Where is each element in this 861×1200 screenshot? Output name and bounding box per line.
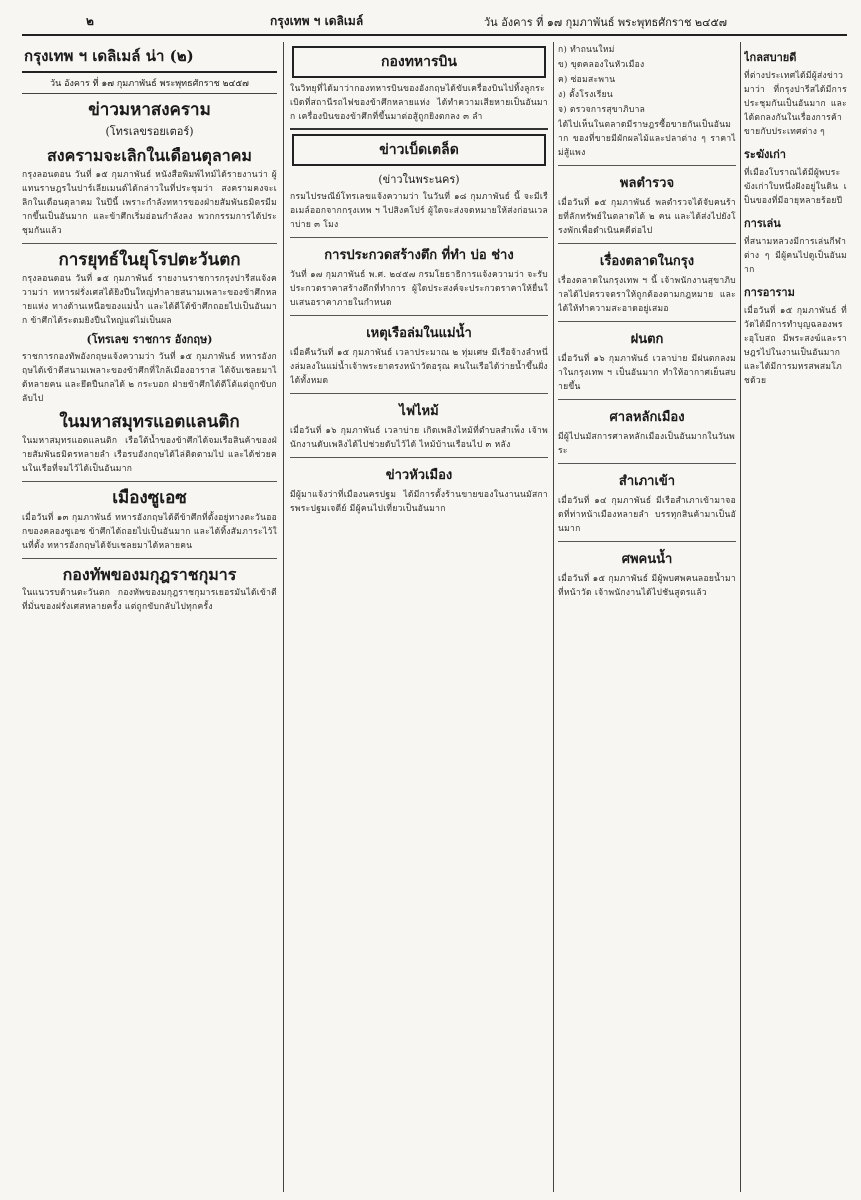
bell-heading: ระฆังเก่า [744,148,786,161]
europe-article: กรุงลอนดอน วันที่ ๑๕ กุมภาพันธ์ รายงานราชการกรุงปารีสแจ้งความว่า ทหารฝรั่งเศสได้ยิงปืนใหญ่ทำลายสนามเพลาะของข้าศึกหลายแห่ง ทางด้านเหนือของแม่น้ำ และได้ตีโต้ข้าศึกถอยไปเป็นอันมาก ข้าศึกได้ระดมยิงปืนใหญ่แต่ไม่เป็นผล [22,273,277,326]
list-item: ก) ทำถนนใหม่ [558,45,615,55]
peace-headline: สงครามจะเลิกในเดือนตุลาคม [47,146,252,166]
army-article: ในแนวรบด้านตะวันตก กองทัพของมกุฎราชกุมารเยอรมันได้เข้าตีที่มั่นของฝรั่งเศสหลายครั้ง แต่ถูกขับกลับไปทุกครั้ง [22,587,277,612]
body-found-heading: ศพคนน้ำ [621,552,673,567]
column-3 [558,42,736,1192]
divider [22,481,277,482]
list-item: ง) ตั้งโรงเรียน [558,90,613,100]
divider [290,457,548,458]
divider [558,165,736,166]
column-rule [283,42,284,1192]
divider [558,243,736,244]
airforce-article: ในวิทยุที่ได้มาว่ากองทหารบินของอังกฤษได้ขับเครื่องบินไปทิ้งลูกระเบิดที่สถานีรถไฟของข้าศึกหลายแห่ง ได้ทำความเสียหายเป็นอันมาก เครื่องบินของข้าศึกที่ขึ้นมาต่อสู้ถูกยิงตกลง ๓ ลำ [290,84,548,122]
war-news-subtitle: (โทรเลขรอยเตอร์) [105,125,194,139]
misc-news-title: ข่าวเบ็ดเตล็ด [292,134,546,166]
english-article: ราชการกองทัพอังกฤษแจ้งความว่า วันที่ ๑๕ กุมภาพันธ์ ทหารอังกฤษได้เข้าตีสนามเพลาะของข้าศึกที่ใกล้เมืองอาราส ได้จับเชลยมาได้หลายคน และยึดปืนกลได้ ๒ กระบอก ฝ่ายข้าศึกได้ตีโต้แต่ถูกขับกลับไป [22,351,277,404]
list-item: ค) ซ่อมสะพาน [558,75,616,85]
misc-news-article: กรมไปรษณีย์โทรเลขแจ้งความว่า ในวันที่ ๑๘ กุมภาพันธ์ นี้ จะมีเรือเมล์ออกจากกรุงเทพ ฯ ไปสิงคโปร์ ผู้ใดจะส่งจดหมายให้ส่งก่อนเวลาบ่าย ๓ โมง [290,192,548,230]
column-2 [290,42,548,1192]
divider [558,321,736,322]
list-item: ข) ขุดคลองในหัวเมือง [558,60,645,70]
notice-article: วันที่ ๑๗ กุมภาพันธ์ พ.ศ. ๒๔๕๗ กรมโยธาธิการแจ้งความว่า จะรับประกวดราคาสร้างตึกที่ทำการ ผู้ใดประสงค์จะประกวดราคาให้ยื่นใบเสนอราคาภายในกำหนด [290,270,548,308]
fire-heading: ไฟไหม้ [399,404,439,419]
rain-heading: ฝนตก [630,332,664,347]
list-item: จ) ตรวจการสุขาภิบาล [558,105,646,115]
divider [558,399,736,400]
divider [290,128,548,130]
police-article: เมื่อวันที่ ๑๕ กุมภาพันธ์ พลตำรวจได้จับคนร้ายที่ลักทรัพย์ในตลาดได้ ๒ คน และได้ส่งไปยังโรงพักเพื่อดำเนินคดีต่อไป [558,198,736,236]
river-article: เมื่อคืนวันที่ ๑๕ กุมภาพันธ์ เวลาประมาณ ๒ ทุ่มเศษ มีเรือจ้างลำหนึ่งล่มลงในแม่น้ำเจ้าพระยาตรงหน้าวัดอรุณ คนในเรือได้ว่ายน้ำขึ้นฝั่งได้ทั้งหมด [290,348,548,386]
bell-article: ที่เมืองโบราณได้มีผู้พบระฆังเก่าใบหนึ่งฝังอยู่ในดิน เป็นของที่มีอายุหลายร้อยปี [744,168,847,206]
header-date: วัน อังคาร ที่ ๑๗ กุมภาพันธ์ พระพุทธศักราช ๒๔๕๗ [484,16,728,29]
fire-article: เมื่อวันที่ ๑๖ กุมภาพันธ์ เวลาบ่าย เกิดเพลิงไหม้ที่ตำบลสำเพ็ง เจ้าพนักงานดับเพลิงได้ไปช่วยดับไว้ได้ ไหม้บ้านเรือนไป ๓ หลัง [290,426,548,450]
temple-article: เมื่อวันที่ ๑๕ กุมภาพันธ์ ที่วัดได้มีการทำบุญฉลองพระอุโบสถ มีพระสงฆ์และราษฎรไปในงานเป็นอันมาก และได้มีการมหรสพสมโภชด้วย [744,306,847,386]
foreign-article: ที่ต่างประเทศได้มีผู้ส่งข่าวมาว่า ที่กรุงปารีสได้มีการประชุมกันเป็นอันมาก และได้ตกลงกันในเรื่องการค้าขายกับประเทศต่าง ๆ [744,71,847,137]
shrine-article: มีผู้ไปนมัสการศาลหลักเมืองเป็นอันมากในวันพระ [558,432,736,456]
english-subtitle: (โทรเลข ราชการ อังกฤษ) [86,332,213,346]
column-rule [740,42,741,1192]
shrine-heading: ศาลหลักเมือง [609,410,685,425]
army-headline: กองทัพของมกุฎราชกุมาร [62,564,237,584]
news-article: ได้ไปเห็นในตลาดมีราษฎรซื้อขายกันเป็นอันมาก ของที่ขายมีผักผลไม้และปลาต่าง ๆ ราคาไม่สู้แพง [558,120,736,158]
notice-heading: การประกวดสร้างตึก ที่ทำ บ่อ ช่าง [324,248,514,263]
divider [22,243,277,244]
body-found-article: เมื่อวันที่ ๑๕ กุมภาพันธ์ มีผู้พบศพคนลอยน้ำมาที่หน้าวัด เจ้าพนักงานได้ไปชันสูตรแล้ว [558,574,736,598]
market-article: เรื่องตลาดในกรุงเทพ ฯ นี้ เจ้าพนักงานสุขาภิบาลได้ไปตรวจตราให้ถูกต้องตามกฎหมาย และได้ให้ทำความสะอาดอยู่เสมอ [558,276,736,314]
divider [290,237,548,238]
column-4 [744,42,847,1192]
column-rule [553,42,554,1192]
publication-name: กรุงเทพ ฯ เดลิเมล์ [270,14,364,28]
page-banner: กรุงเทพ ฯ เดลิเมล์ น่า (๒) [22,42,277,73]
divider [290,393,548,394]
junk-article: เมื่อวันที่ ๑๔ กุมภาพันธ์ มีเรือสำเภาเข้ามาจอดที่ท่าหน้าเมืองหลายลำ บรรทุกสินค้ามาเป็นอันมาก [558,496,736,534]
spain-headline: ในมหาสมุทรแอตแลนติก [59,411,240,432]
foreign-heading: ไกลสบายดี [744,51,797,64]
misc-news-subtitle: (ข่าวในพระนคร) [378,173,460,186]
sports-article: ที่สนามหลวงมีการเล่นกีฬาต่าง ๆ มีผู้คนไปดูเป็นอันมาก [744,237,847,275]
column-1 [22,42,277,1192]
city-headline: เมืองซูเอซ [112,488,187,509]
provincial-article: มีผู้มาแจ้งว่าที่เมืองนครปฐม ได้มีการตั้งร้านขายของในงานนมัสการพระปฐมเจดีย์ มีผู้คนไปเที่ยวเป็นอันมาก [290,490,548,514]
police-heading: พลตำรวจ [619,176,675,191]
divider [290,315,548,316]
newspaper-page [22,8,847,1194]
junk-heading: สำเภาเข้า [618,474,676,489]
river-heading: เหตุเรือล่มในแม่น้ำ [366,326,472,341]
provincial-heading: ข่าวหัวเมือง [385,468,453,483]
peace-article: กรุงลอนดอน วันที่ ๑๕ กุมภาพันธ์ หนังสือพิมพ์ไทม์ได้รายงานว่า ผู้แทนราษฎรในปาร์เลียเมนต์ได้กล่าวในที่ประชุมว่า สงครามคงจะเลิกในเดือนตุลาคม ในปีนี้ เพราะกำลังทหารของฝ่ายสัมพันธมิตรมีมากขึ้นเป็นอันมาก และข้าศึกเริ่มอ่อนกำลังลง พวกกรรมการได้ประชุมกันแล้ว [22,169,277,236]
divider [22,558,277,559]
divider [558,541,736,542]
page-number: ๒ [86,14,94,28]
war-news-title: ข่าวมหาสงคราม [88,100,211,120]
spain-article: ในมหาสมุทรแอตแลนติก เรือใต้น้ำของข้าศึกได้จมเรือสินค้าของฝ่ายสัมพันธมิตรหลายลำ เรือรบอังกฤษได้ไล่ติดตามไป และได้ช่วยคนในเรือที่จมไว้ได้เป็นอันมาก [22,436,277,475]
market-heading: เรื่องตลาดในกรุง [599,254,695,269]
rain-article: เมื่อวันที่ ๑๖ กุมภาพันธ์ เวลาบ่าย มีฝนตกลงมาในกรุงเทพ ฯ เป็นอันมาก ทำให้อากาศเย็นสบายขึ้น [558,354,736,392]
sports-heading: การเล่น [744,217,781,230]
city-article: เมื่อวันที่ ๑๓ กุมภาพันธ์ ทหารอังกฤษได้ตีข้าศึกที่ตั้งอยู่ทางตะวันออกของคลองซูเอซ ข้าศึกได้ถอยไปเป็นอันมาก และได้ทิ้งสัมภาระไว้ในที่ตั้ง ทหารอังกฤษได้จับเชลยมาได้หลายคน [22,512,277,551]
airforce-title: กองทหารบิน [292,46,546,78]
dateline: วัน อังคาร ที่ ๑๗ กุมภาพันธ์ พระพุทธศักราช ๒๔๕๗ [22,73,277,94]
page-header [22,8,847,36]
divider [558,463,736,464]
temple-heading: การอาราม [744,286,795,299]
europe-headline: การยุทธ์ในยุโรปตะวันตก [58,249,241,270]
